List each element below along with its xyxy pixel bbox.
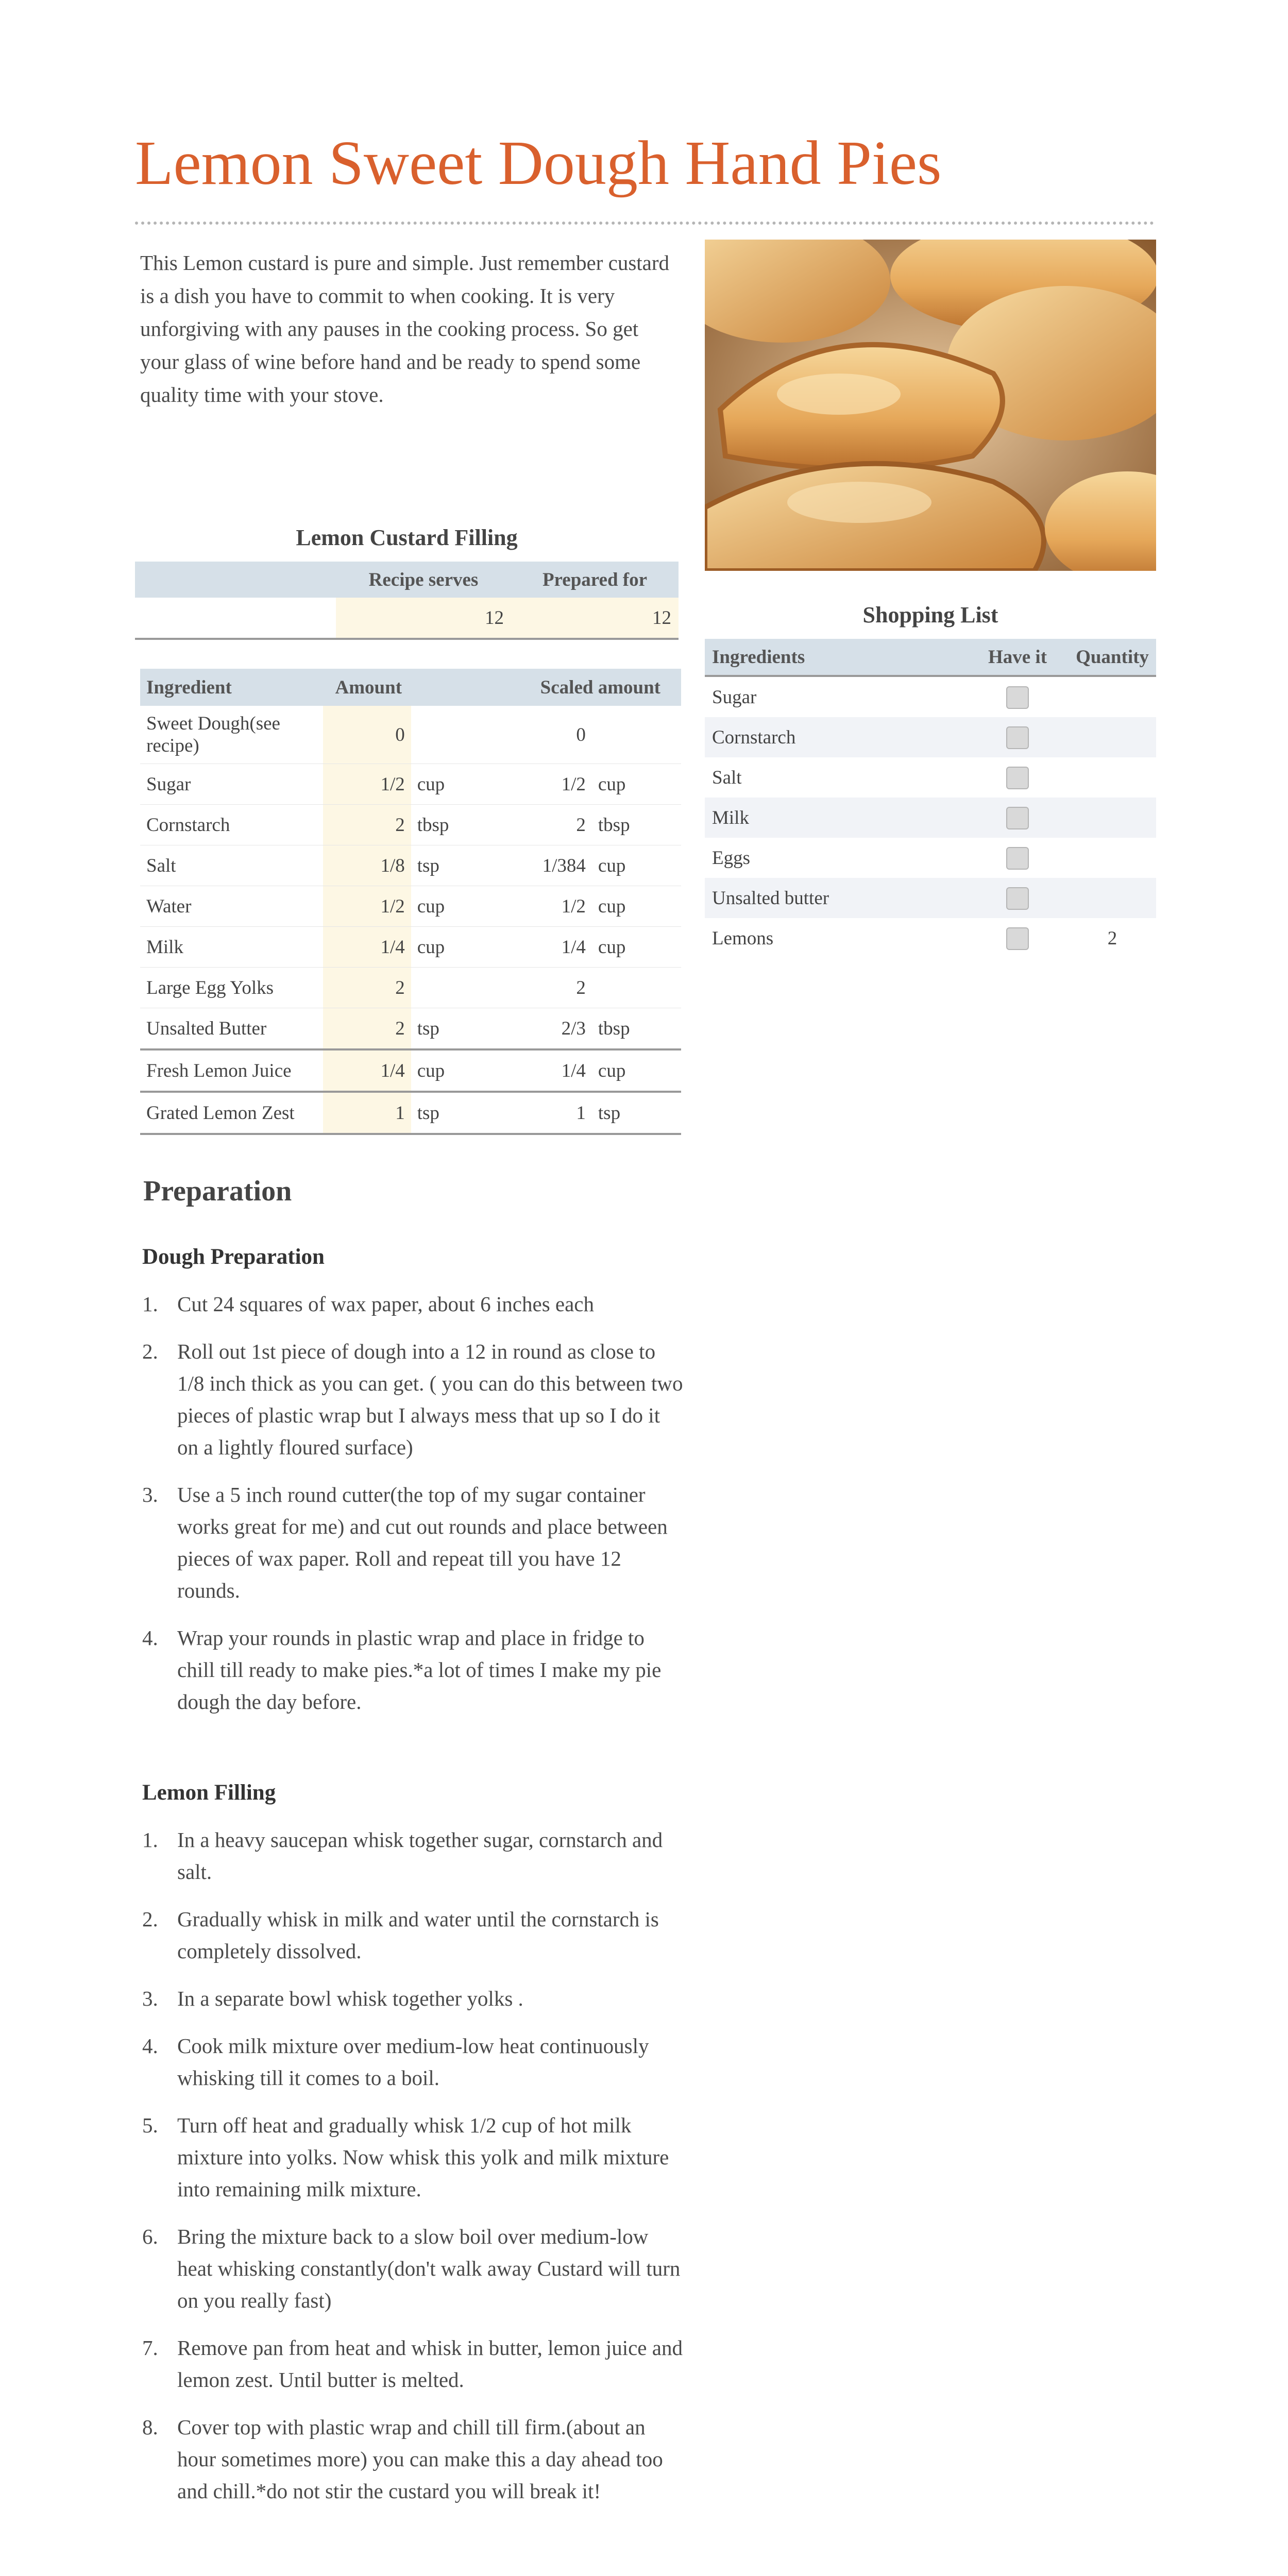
list-item <box>142 1982 683 2014</box>
shopping-item-quantity: 2 <box>1107 927 1117 949</box>
have-it-checkbox[interactable] <box>1006 847 1029 870</box>
step-number: 8. <box>142 2415 158 2439</box>
list-item <box>705 878 1156 918</box>
list-item <box>142 1622 683 1718</box>
ingredient-unit: tsp <box>411 1092 493 1134</box>
list-item <box>705 918 1156 958</box>
have-it-checkbox[interactable] <box>1006 807 1029 829</box>
step-text: In a separate bowl whisk together yolks . <box>177 1987 523 2010</box>
ingredient-name: Grated Lemon Zest <box>140 1092 323 1134</box>
ingredient-amount-input[interactable]: 2 <box>323 805 411 845</box>
list-item <box>142 2109 683 2205</box>
ingredient-unit <box>411 968 493 1008</box>
table-row <box>140 886 681 927</box>
shopping-item-name: Cornstarch <box>705 717 967 757</box>
shopping-list-heading: Shopping List <box>862 602 998 628</box>
scaled-unit: cup <box>592 927 681 968</box>
table-row <box>140 1049 681 1092</box>
ingredient-name: Sweet Dough(see recipe) <box>140 706 323 764</box>
column-header-ingredients: Ingredients <box>705 639 967 676</box>
serves-table-spacer <box>135 562 336 598</box>
shopping-list-header <box>705 639 1156 676</box>
ingredient-amount-input[interactable]: 1/8 <box>323 845 411 886</box>
list-item <box>142 2411 683 2507</box>
scaled-amount: 0 <box>492 706 592 764</box>
have-it-checkbox[interactable] <box>1006 887 1029 910</box>
scaled-unit <box>592 706 681 764</box>
scaled-amount: 1/4 <box>492 927 592 968</box>
ingredient-unit: cup <box>411 886 493 927</box>
table-row <box>140 1008 681 1050</box>
scaled-unit: tbsp <box>592 805 681 845</box>
list-item <box>142 2221 683 2316</box>
column-header-amount: Amount <box>323 669 493 706</box>
step-number: 6. <box>142 2225 158 2248</box>
ingredient-name: Sugar <box>140 764 323 805</box>
step-text: In a heavy saucepan whisk together sugar, cornstarch and salt. <box>177 1828 663 1884</box>
table-row <box>140 845 681 886</box>
shopping-item-quantity <box>1069 676 1156 717</box>
scaled-unit: tbsp <box>592 1008 681 1050</box>
ingredient-name: Salt <box>140 845 323 886</box>
ingredient-amount-input[interactable]: 2 <box>323 1008 411 1050</box>
shopping-item-quantity <box>1069 798 1156 838</box>
ingredient-unit: cup <box>411 1049 493 1092</box>
ingredient-amount-input[interactable]: 1/4 <box>323 1049 411 1092</box>
step-text: Turn off heat and gradually whisk 1/2 cup of hot milk mixture into yolks. Now whisk this yolk and milk mixture into remaining milk mixture. <box>177 2113 669 2201</box>
shopping-item-quantity <box>1069 838 1156 878</box>
hand-pies-photo-icon <box>705 240 1156 571</box>
column-header-scaled: Scaled amount <box>492 669 681 706</box>
step-number: 1. <box>142 1292 158 1316</box>
list-item <box>142 2030 683 2094</box>
scaled-unit <box>592 968 681 1008</box>
recipe-intro: This Lemon custard is pure and simple. Just remember custard is a dish you have to commit to when cooking. It is very unforgiving with any pauses in the cooking process. So get your glass of wine before hand and be ready to spend some quality time with your stove. <box>140 251 670 406</box>
table-row <box>140 968 681 1008</box>
table-row <box>140 706 681 764</box>
scaled-amount: 1/2 <box>492 886 592 927</box>
shopping-item-name: Lemons <box>712 927 774 949</box>
scaled-amount: 1/384 <box>492 845 592 886</box>
list-item <box>142 1335 683 1463</box>
step-number: 4. <box>142 1626 158 1650</box>
step-number: 1. <box>142 1828 158 1852</box>
ingredient-amount-input[interactable]: 2 <box>323 968 411 1008</box>
page-title: Lemon Sweet Dough Hand Pies <box>135 128 942 198</box>
have-it-checkbox[interactable] <box>1006 726 1029 749</box>
have-it-checkbox[interactable] <box>1006 686 1029 709</box>
list-item <box>705 676 1156 717</box>
list-item <box>142 1479 683 1606</box>
scaled-unit: tsp <box>592 1092 681 1134</box>
list-item <box>142 2332 683 2396</box>
scaled-unit: cup <box>592 886 681 927</box>
column-header-quantity: Quantity <box>1069 639 1156 676</box>
ingredient-name: Fresh Lemon Juice <box>140 1049 323 1092</box>
list-item <box>705 838 1156 878</box>
have-it-checkbox[interactable] <box>1006 767 1029 789</box>
title-divider <box>135 222 1154 225</box>
shopping-item-name: Milk <box>705 798 967 838</box>
step-text: Cover top with plastic wrap and chill till firm.(about an hour sometimes more) you can make this a day ahead too and chill.*do not stir the custard you will break it! <box>177 2415 663 2503</box>
table-row <box>140 1092 681 1134</box>
filling-steps-list <box>142 1824 683 2522</box>
column-header-ingredient: Ingredient <box>140 669 323 706</box>
hand-pies-photo <box>705 240 1156 571</box>
lemon-filling-heading: Lemon Filling <box>142 1781 276 1805</box>
scaled-amount: 1 <box>492 1092 592 1134</box>
ingredient-name: Milk <box>140 927 323 968</box>
prepared-for-label: Prepared for <box>511 562 679 598</box>
scaled-amount: 1/2 <box>492 764 592 805</box>
scaled-amount: 1/4 <box>492 1049 592 1092</box>
ingredient-unit <box>411 706 493 764</box>
ingredient-unit: tbsp <box>411 805 493 845</box>
step-number: 3. <box>142 1987 158 2010</box>
recipe-serves-label: Recipe serves <box>336 562 511 598</box>
shopping-item-quantity <box>1069 717 1156 757</box>
ingredient-table <box>140 669 681 1135</box>
ingredient-name: Cornstarch <box>140 805 323 845</box>
scaled-amount: 2 <box>492 968 592 1008</box>
step-text: Cook milk mixture over medium-low heat continuously whisking till it comes to a boil. <box>177 2034 649 2090</box>
ingredient-unit: tsp <box>411 845 493 886</box>
recipe-serves-input[interactable]: 12 <box>336 598 511 639</box>
step-number: 2. <box>142 1340 158 1363</box>
ingredient-unit: cup <box>411 764 493 805</box>
column-header-have-it: Have it <box>967 639 1069 676</box>
list-item <box>142 1288 683 1320</box>
scaled-unit: cup <box>592 764 681 805</box>
step-number: 3. <box>142 1483 158 1506</box>
step-text: Remove pan from heat and whisk in butter, lemon juice and lemon zest. Until butter is melted. <box>177 2336 683 2392</box>
shopping-item-name: Salt <box>712 767 742 788</box>
scaled-amount: 2/3 <box>492 1008 592 1050</box>
step-text: Wrap your rounds in plastic wrap and place in fridge to chill till ready to make pies.*a lot of times I make my pie dough the day before. <box>177 1626 662 1714</box>
ingredient-amount-input[interactable]: 1 <box>323 1092 411 1134</box>
shopping-item-quantity <box>1069 878 1156 918</box>
table-row <box>140 927 681 968</box>
shopping-list-table <box>705 639 1156 958</box>
dough-preparation-heading: Dough Preparation <box>142 1245 325 1269</box>
list-item <box>705 757 1156 798</box>
ingredient-amount-input[interactable]: 1/2 <box>323 886 411 927</box>
scaled-unit: cup <box>592 845 681 886</box>
list-item <box>142 1903 683 1967</box>
serves-row-spacer <box>135 598 336 639</box>
ingredient-amount-input[interactable]: 1/4 <box>323 927 411 968</box>
ingredient-name: Water <box>140 886 323 927</box>
dough-steps-list <box>142 1288 683 1733</box>
shopping-item-name: Sugar <box>712 686 757 708</box>
step-text: Bring the mixture back to a slow boil over medium-low heat whisking constantly(don't walk away Custard will turn on you really fast) <box>177 2225 681 2312</box>
ingredient-table-header <box>140 669 681 706</box>
ingredient-name: Unsalted Butter <box>140 1008 323 1050</box>
shopping-item-name: Unsalted butter <box>705 878 967 918</box>
step-number: 2. <box>142 1907 158 1931</box>
custard-filling-heading: Lemon Custard Filling <box>296 525 518 550</box>
shopping-item-name: Eggs <box>712 847 750 869</box>
list-item <box>142 1824 683 1888</box>
step-text: Cut 24 squares of wax paper, about 6 inches each <box>177 1292 594 1316</box>
step-text: Use a 5 inch round cutter(the top of my sugar container works great for me) and cut out rounds and place between pieces of wax paper. Roll and repeat till you have 12 rounds. <box>177 1483 668 1602</box>
ingredient-amount-input[interactable]: 1/2 <box>323 764 411 805</box>
prepared-for-input[interactable]: 12 <box>511 598 679 639</box>
table-row <box>140 805 681 845</box>
step-text: Gradually whisk in milk and water until the cornstarch is completely dissolved. <box>177 1907 659 1963</box>
serves-table <box>135 562 679 640</box>
step-text: Roll out 1st piece of dough into a 12 in round as close to 1/8 inch thick as you can get. ( you can do this between two pieces of plastic wrap but I always mess that up so I do it on a lightly floured surface) <box>177 1340 683 1459</box>
step-number: 7. <box>142 2336 158 2360</box>
table-row <box>140 764 681 805</box>
ingredient-unit: tsp <box>411 1008 493 1050</box>
step-number: 5. <box>142 2113 158 2137</box>
scaled-unit: cup <box>592 1049 681 1092</box>
ingredient-name: Large Egg Yolks <box>140 968 323 1008</box>
scaled-amount: 2 <box>492 805 592 845</box>
have-it-checkbox[interactable] <box>1006 927 1029 950</box>
preparation-heading: Preparation <box>143 1175 292 1207</box>
ingredient-amount-input[interactable]: 0 <box>323 706 411 764</box>
list-item <box>705 717 1156 757</box>
shopping-item-quantity <box>1069 757 1156 798</box>
step-number: 4. <box>142 2034 158 2058</box>
list-item <box>705 798 1156 838</box>
ingredient-unit: cup <box>411 927 493 968</box>
